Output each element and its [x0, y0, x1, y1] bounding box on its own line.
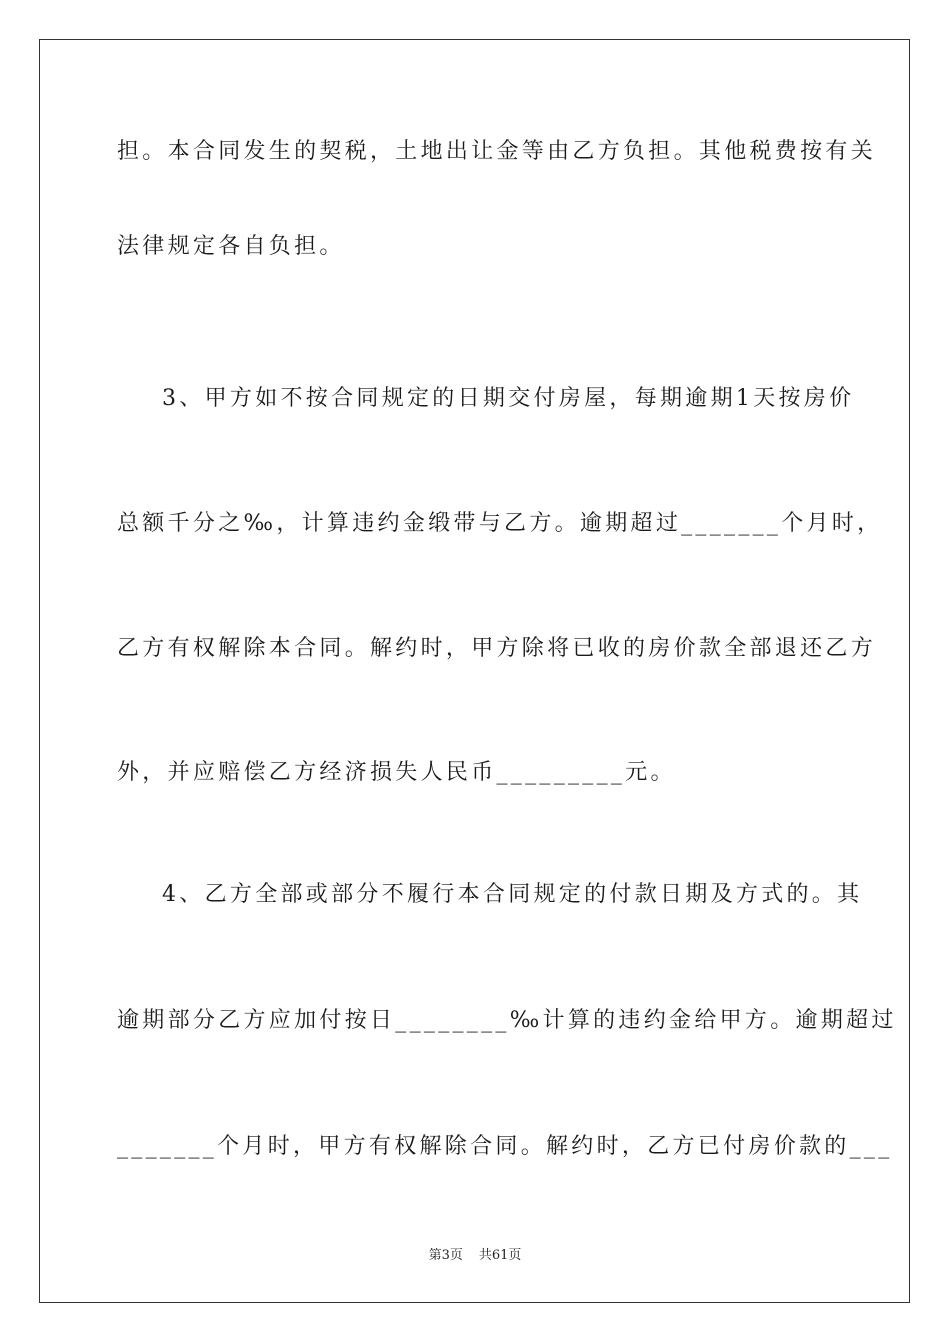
paragraph-line: 3、甲方如不按合同规定的日期交付房屋，每期逾期1天按房价 [162, 386, 855, 411]
page-number: 第3页 [428, 1248, 463, 1263]
paragraph-line: 外，并应赔偿乙方经济损失人民币_________元。 [117, 760, 676, 785]
paragraph-line: 逾期部分乙方应加付按日________‰计算的违约金给甲方。逾期超过 [117, 1008, 897, 1033]
paragraph-line: 法律规定各自负担。 [117, 234, 345, 259]
paragraph-line: 4、乙方全部或部分不履行本合同规定的付款日期及方式的。其 [162, 882, 863, 907]
paragraph-line: 担。本合同发生的契税，土地出让金等由乙方负担。其他税费按有关 [117, 139, 877, 164]
paragraph-line: 乙方有权解除本合同。解约时，甲方除将已收的房价款全部退还乙方 [117, 636, 877, 661]
page-total: 共61页 [478, 1248, 522, 1263]
page-footer [0, 1247, 950, 1265]
paragraph-line: 总额千分之‰，计算违约金缎带与乙方。逾期超过_______个月时， [117, 511, 883, 536]
page-border [39, 39, 910, 1303]
paragraph-line: _______个月时，甲方有权解除合同。解约时，乙方已付房价款的___ [117, 1134, 893, 1159]
